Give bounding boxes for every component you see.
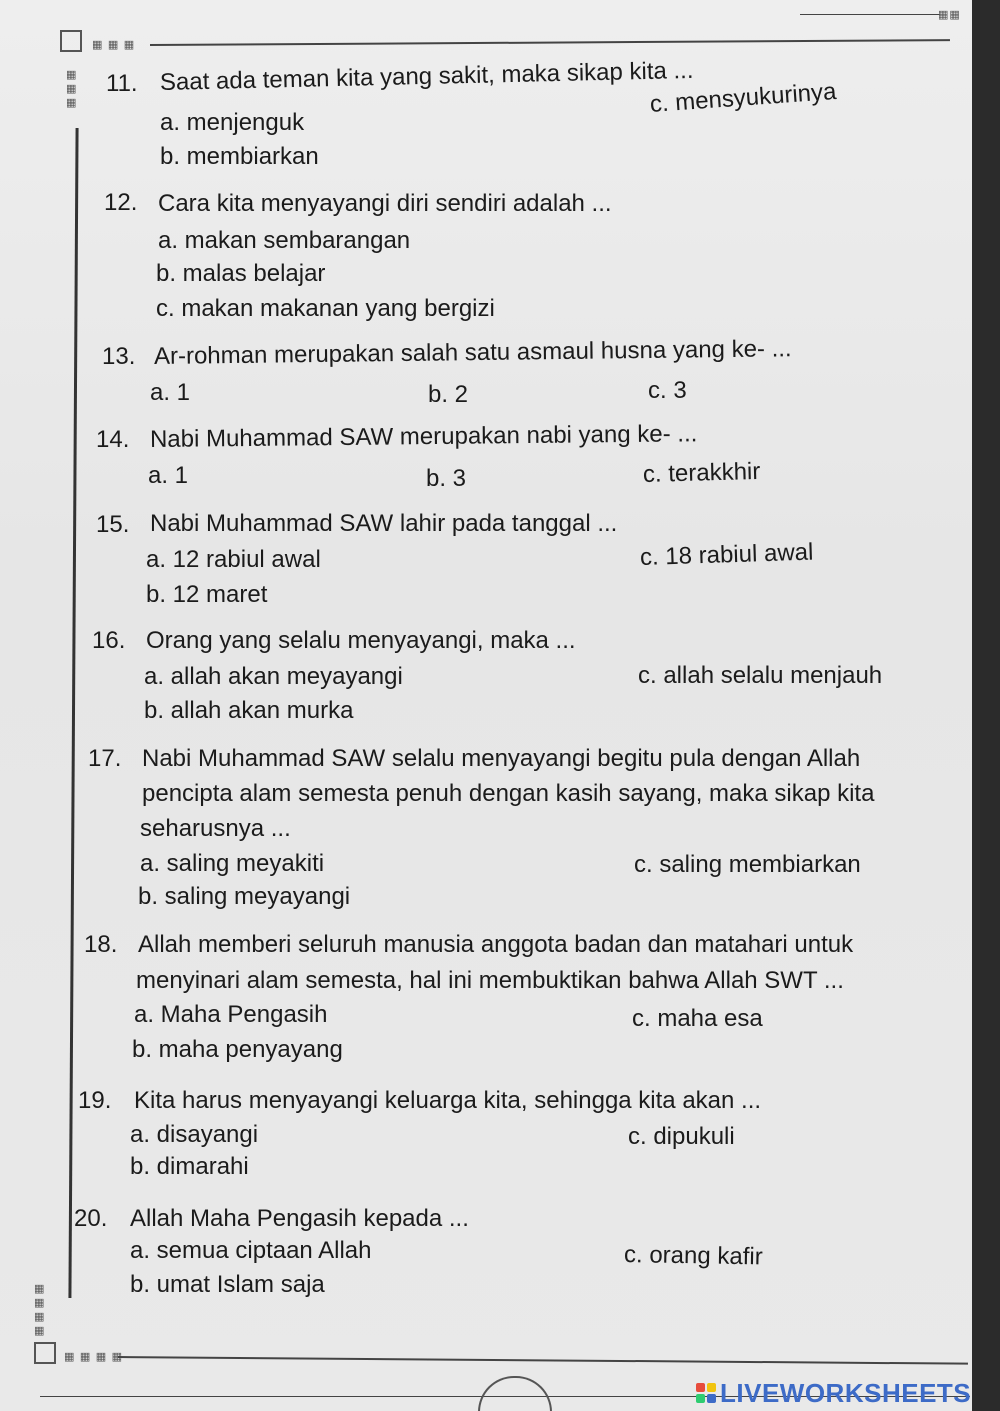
option-a[interactable]: a. semua ciptaan Allah xyxy=(130,1237,372,1264)
left-border-line xyxy=(68,128,78,1298)
option-a[interactable]: a. Maha Pengasih xyxy=(134,1001,328,1028)
bottom-arch-ornament xyxy=(478,1376,552,1411)
option-b[interactable]: b. membiarkan xyxy=(160,143,319,170)
top-right-ornament-blocks: ▦▦ xyxy=(938,8,961,21)
option-c[interactable]: c. terakkhir xyxy=(642,457,761,488)
bottom-ornament-blocks: ▦ ▦ ▦ ▦ xyxy=(64,1350,124,1363)
option-a[interactable]: a. menjenguk xyxy=(160,109,305,136)
top-border-line-thin xyxy=(800,14,940,15)
option-c[interactable]: c. dipukuli xyxy=(628,1123,735,1150)
watermark-text: LIVEWORKSHEETS xyxy=(720,1377,972,1408)
question-number: 18. xyxy=(84,931,118,958)
bottom-border-line xyxy=(118,1356,968,1365)
question-number: 13. xyxy=(102,343,136,370)
option-c[interactable]: c. 18 rabiul awal xyxy=(639,538,814,571)
option-c[interactable]: c. makan makanan yang bergizi xyxy=(156,295,495,322)
option-c[interactable]: c. saling membiarkan xyxy=(634,851,861,878)
option-b[interactable]: b. umat Islam saja xyxy=(130,1271,325,1298)
question-text: Nabi Muhammad SAW lahir pada tanggal ... xyxy=(150,510,618,537)
question-text-line-3: seharusnya ... xyxy=(140,815,291,842)
top-border-line xyxy=(150,39,950,46)
option-c[interactable]: c. mensyukurinya xyxy=(649,78,838,118)
question-text: Ar-rohman merupakan salah satu asmaul husna yang ke- ... xyxy=(153,335,792,370)
option-a[interactable]: a. 1 xyxy=(150,379,191,406)
option-b[interactable]: b. saling meyayangi xyxy=(138,883,351,910)
question-text: Allah Maha Pengasih kepada ... xyxy=(130,1205,469,1232)
option-a[interactable]: a. disayangi xyxy=(130,1121,259,1148)
option-b[interactable]: b. 2 xyxy=(428,381,469,408)
option-b[interactable]: b. dimarahi xyxy=(130,1153,249,1180)
question-text-line-2: menyinari alam semesta, hal ini membuktikan bahwa Allah SWT ... xyxy=(136,967,844,994)
question-text: Cara kita menyayangi diri sendiri adalah ... xyxy=(158,190,612,217)
option-b[interactable]: b. 3 xyxy=(426,465,467,492)
question-text: Kita harus menyayangi keluarga kita, sehingga kita akan ... xyxy=(134,1087,762,1114)
liveworksheets-logo-icon xyxy=(696,1383,716,1403)
option-b[interactable]: b. 12 maret xyxy=(146,581,268,608)
bottom-left-corner-ornament xyxy=(34,1342,56,1364)
question-number: 15. xyxy=(96,511,130,538)
question-text-line-2: pencipta alam semesta penuh dengan kasih sayang, maka sikap kita xyxy=(142,780,875,807)
option-a[interactable]: a. allah akan meyayangi xyxy=(144,663,403,690)
left-ornament-blocks-top: ▦ ▦ ▦ xyxy=(66,68,78,109)
question-number: 16. xyxy=(92,627,126,654)
question-number: 11. xyxy=(106,70,138,97)
question-text: Nabi Muhammad SAW merupakan nabi yang ke- ... xyxy=(149,420,698,453)
option-a[interactable]: a. 1 xyxy=(148,462,189,489)
option-b[interactable]: b. allah akan murka xyxy=(144,697,354,724)
question-text-line-1: Nabi Muhammad SAW selalu menyayangi begitu pula dengan Allah xyxy=(142,745,861,772)
option-c[interactable]: c. maha esa xyxy=(632,1005,763,1032)
logo-square-yellow xyxy=(707,1383,716,1392)
liveworksheets-watermark[interactable] xyxy=(696,1378,971,1408)
option-c[interactable]: c. orang kafir xyxy=(623,1241,763,1271)
question-number: 12. xyxy=(104,189,138,216)
top-left-corner-ornament xyxy=(60,30,82,52)
option-b[interactable]: b. maha penyayang xyxy=(132,1036,343,1063)
question-number: 14. xyxy=(96,426,130,453)
option-c[interactable]: c. 3 xyxy=(648,377,687,404)
option-a[interactable]: a. 12 rabiul awal xyxy=(146,546,321,573)
question-text: Saat ada teman kita yang sakit, maka sikap kita ... xyxy=(159,56,694,96)
question-number: 20. xyxy=(74,1205,108,1232)
option-a[interactable]: a. saling meyakiti xyxy=(140,850,325,877)
left-ornament-blocks-bottom: ▦ ▦ ▦ ▦ xyxy=(34,1282,46,1337)
option-a[interactable]: a. makan sembarangan xyxy=(158,227,411,254)
top-ornament-blocks: ▦ ▦ ▦ xyxy=(92,38,136,51)
question-number: 17. xyxy=(88,745,122,772)
logo-square-green xyxy=(696,1394,705,1403)
question-text: Orang yang selalu menyayangi, maka ... xyxy=(146,627,576,654)
option-b[interactable]: b. malas belajar xyxy=(156,260,326,287)
logo-square-red xyxy=(696,1383,705,1392)
question-text-line-1: Allah memberi seluruh manusia anggota badan dan matahari untuk xyxy=(138,931,854,958)
logo-square-blue xyxy=(707,1394,716,1403)
option-c[interactable]: c. allah selalu menjauh xyxy=(638,662,883,689)
question-number: 19. xyxy=(78,1087,112,1114)
